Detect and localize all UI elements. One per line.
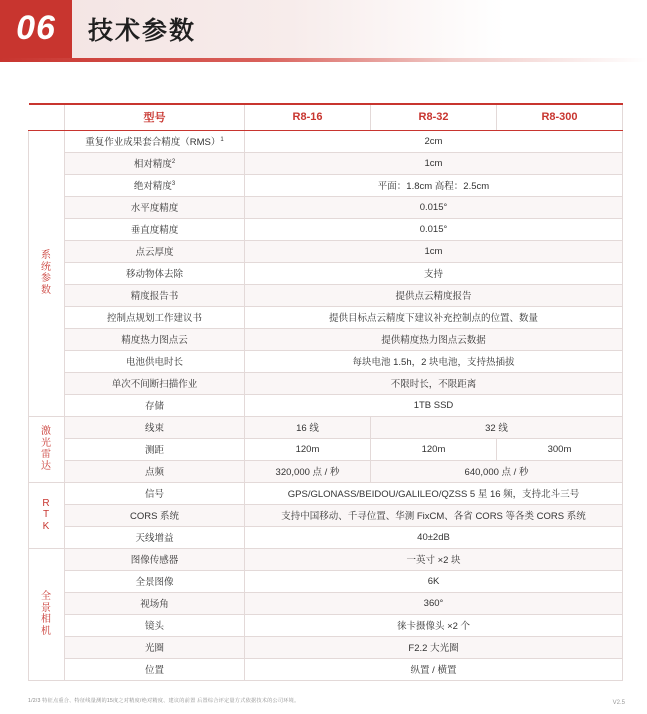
row-label: 移动物体去除 bbox=[65, 262, 245, 284]
table-row bbox=[29, 284, 623, 306]
row-value: 提供点云精度报告 bbox=[245, 284, 623, 306]
row-value: 提供精度热力图点云数据 bbox=[245, 328, 623, 350]
row-label: 图像传感器 bbox=[65, 548, 245, 570]
group-label: 全 景 相 机 bbox=[29, 548, 65, 680]
row-label: 水平度精度 bbox=[65, 196, 245, 218]
row-label: 控制点规划工作建议书 bbox=[65, 306, 245, 328]
row-value: 320,000 点 / 秒 bbox=[245, 460, 371, 482]
row-label: 精度报告书 bbox=[65, 284, 245, 306]
section-number-badge bbox=[0, 0, 72, 58]
spec-table-wrap bbox=[28, 103, 622, 681]
row-value: 一英寸 ×2 块 bbox=[245, 548, 623, 570]
table-header-row bbox=[29, 104, 623, 130]
row-value: 徕卡摄像头 ×2 个 bbox=[245, 614, 623, 636]
row-value: 1cm bbox=[245, 240, 623, 262]
row-value: 纵置 / 横置 bbox=[245, 658, 623, 680]
row-label: CORS 系统 bbox=[65, 504, 245, 526]
spec-table bbox=[28, 103, 623, 681]
table-row bbox=[29, 548, 623, 570]
row-value: 支持 bbox=[245, 262, 623, 284]
row-value: F2.2 大光圈 bbox=[245, 636, 623, 658]
row-value: 40±2dB bbox=[245, 526, 623, 548]
group-label: R T K bbox=[29, 482, 65, 548]
table-row bbox=[29, 350, 623, 372]
row-label: 测距 bbox=[65, 438, 245, 460]
header-r8-16: R8-16 bbox=[245, 104, 371, 130]
table-row bbox=[29, 218, 623, 240]
table-row bbox=[29, 174, 623, 196]
table-row bbox=[29, 438, 623, 460]
header-blank-cell bbox=[29, 104, 65, 130]
row-value: 16 线 bbox=[245, 416, 371, 438]
row-value: 6K bbox=[245, 570, 623, 592]
row-label: 天线增益 bbox=[65, 526, 245, 548]
row-value: 1TB SSD bbox=[245, 394, 623, 416]
table-row bbox=[29, 526, 623, 548]
table-row bbox=[29, 504, 623, 526]
table-row bbox=[29, 636, 623, 658]
row-value: 不限时长，不限距离 bbox=[245, 372, 623, 394]
row-value: 2cm bbox=[245, 130, 623, 152]
table-body bbox=[29, 130, 623, 680]
row-value: 1cm bbox=[245, 152, 623, 174]
row-label: 重复作业成果套合精度（RMS）$^1$ bbox=[65, 130, 245, 152]
row-label: 单次不间断扫描作业 bbox=[65, 372, 245, 394]
row-label: 电池供电时长 bbox=[65, 350, 245, 372]
section-number: 06 bbox=[16, 9, 56, 47]
row-value: 平面：1.8cm 高程：2.5cm bbox=[245, 174, 623, 196]
table-row bbox=[29, 460, 623, 482]
group-label: 系 统 参 数 bbox=[29, 130, 65, 416]
row-label: 点云厚度 bbox=[65, 240, 245, 262]
row-value: 360° bbox=[245, 592, 623, 614]
table-row bbox=[29, 394, 623, 416]
table-row bbox=[29, 152, 623, 174]
row-value: GPS/GLONASS/BEIDOU/GALILEO/QZSS 5 星 16 频，支持北斗三号 bbox=[245, 482, 623, 504]
page-header bbox=[0, 0, 647, 62]
table-row bbox=[29, 262, 623, 284]
header-model: 型号 bbox=[65, 104, 245, 130]
row-label: 绝对精度$^3$ bbox=[65, 174, 245, 196]
page-title: 技术参数 bbox=[88, 17, 197, 45]
row-label: 线束 bbox=[65, 416, 245, 438]
version-label: V2.5 bbox=[612, 700, 625, 706]
header-r8-300: R8-300 bbox=[497, 104, 623, 130]
row-value: 每块电池 1.5h，2 块电池，支持热插拔 bbox=[245, 350, 623, 372]
header-r8-32: R8-32 bbox=[371, 104, 497, 130]
row-value: 提供目标点云精度下建议补充控制点的位置、数量 bbox=[245, 306, 623, 328]
row-label: 相对精度$^2$ bbox=[65, 152, 245, 174]
row-value: 120m bbox=[371, 438, 497, 460]
row-value: 0.015° bbox=[245, 218, 623, 240]
table-row bbox=[29, 658, 623, 680]
row-value: 640,000 点 / 秒 bbox=[371, 460, 623, 482]
table-row bbox=[29, 416, 623, 438]
row-value: 32 线 bbox=[371, 416, 623, 438]
row-label: 光圈 bbox=[65, 636, 245, 658]
row-value: 120m bbox=[245, 438, 371, 460]
row-label: 精度热力图点云 bbox=[65, 328, 245, 350]
row-label: 存储 bbox=[65, 394, 245, 416]
row-label: 垂直度精度 bbox=[65, 218, 245, 240]
row-label: 信号 bbox=[65, 482, 245, 504]
row-value: 300m bbox=[497, 438, 623, 460]
group-label: 激 光 雷 达 bbox=[29, 416, 65, 482]
row-label: 位置 bbox=[65, 658, 245, 680]
row-label: 点频 bbox=[65, 460, 245, 482]
row-value: 支持中国移动、千寻位置、华测 FixCM、各省 CORS 等各类 CORS 系统 bbox=[245, 504, 623, 526]
row-label: 镜头 bbox=[65, 614, 245, 636]
table-row bbox=[29, 328, 623, 350]
table-row bbox=[29, 372, 623, 394]
table-row bbox=[29, 570, 623, 592]
table-row bbox=[29, 196, 623, 218]
table-row bbox=[29, 592, 623, 614]
row-label: 视场角 bbox=[65, 592, 245, 614]
row-label: 全景图像 bbox=[65, 570, 245, 592]
header-underline bbox=[0, 58, 647, 62]
table-row bbox=[29, 240, 623, 262]
table-row bbox=[29, 614, 623, 636]
table-row bbox=[29, 482, 623, 504]
row-value: 0.015° bbox=[245, 196, 623, 218]
table-row bbox=[29, 306, 623, 328]
table-row bbox=[29, 130, 623, 152]
footnote: 1/2/3 特征点重合、特征线量测的15度之对精度/绝对精度、建议的前置 后置综合评定量方式依据技术的公司环境。 bbox=[28, 698, 300, 705]
